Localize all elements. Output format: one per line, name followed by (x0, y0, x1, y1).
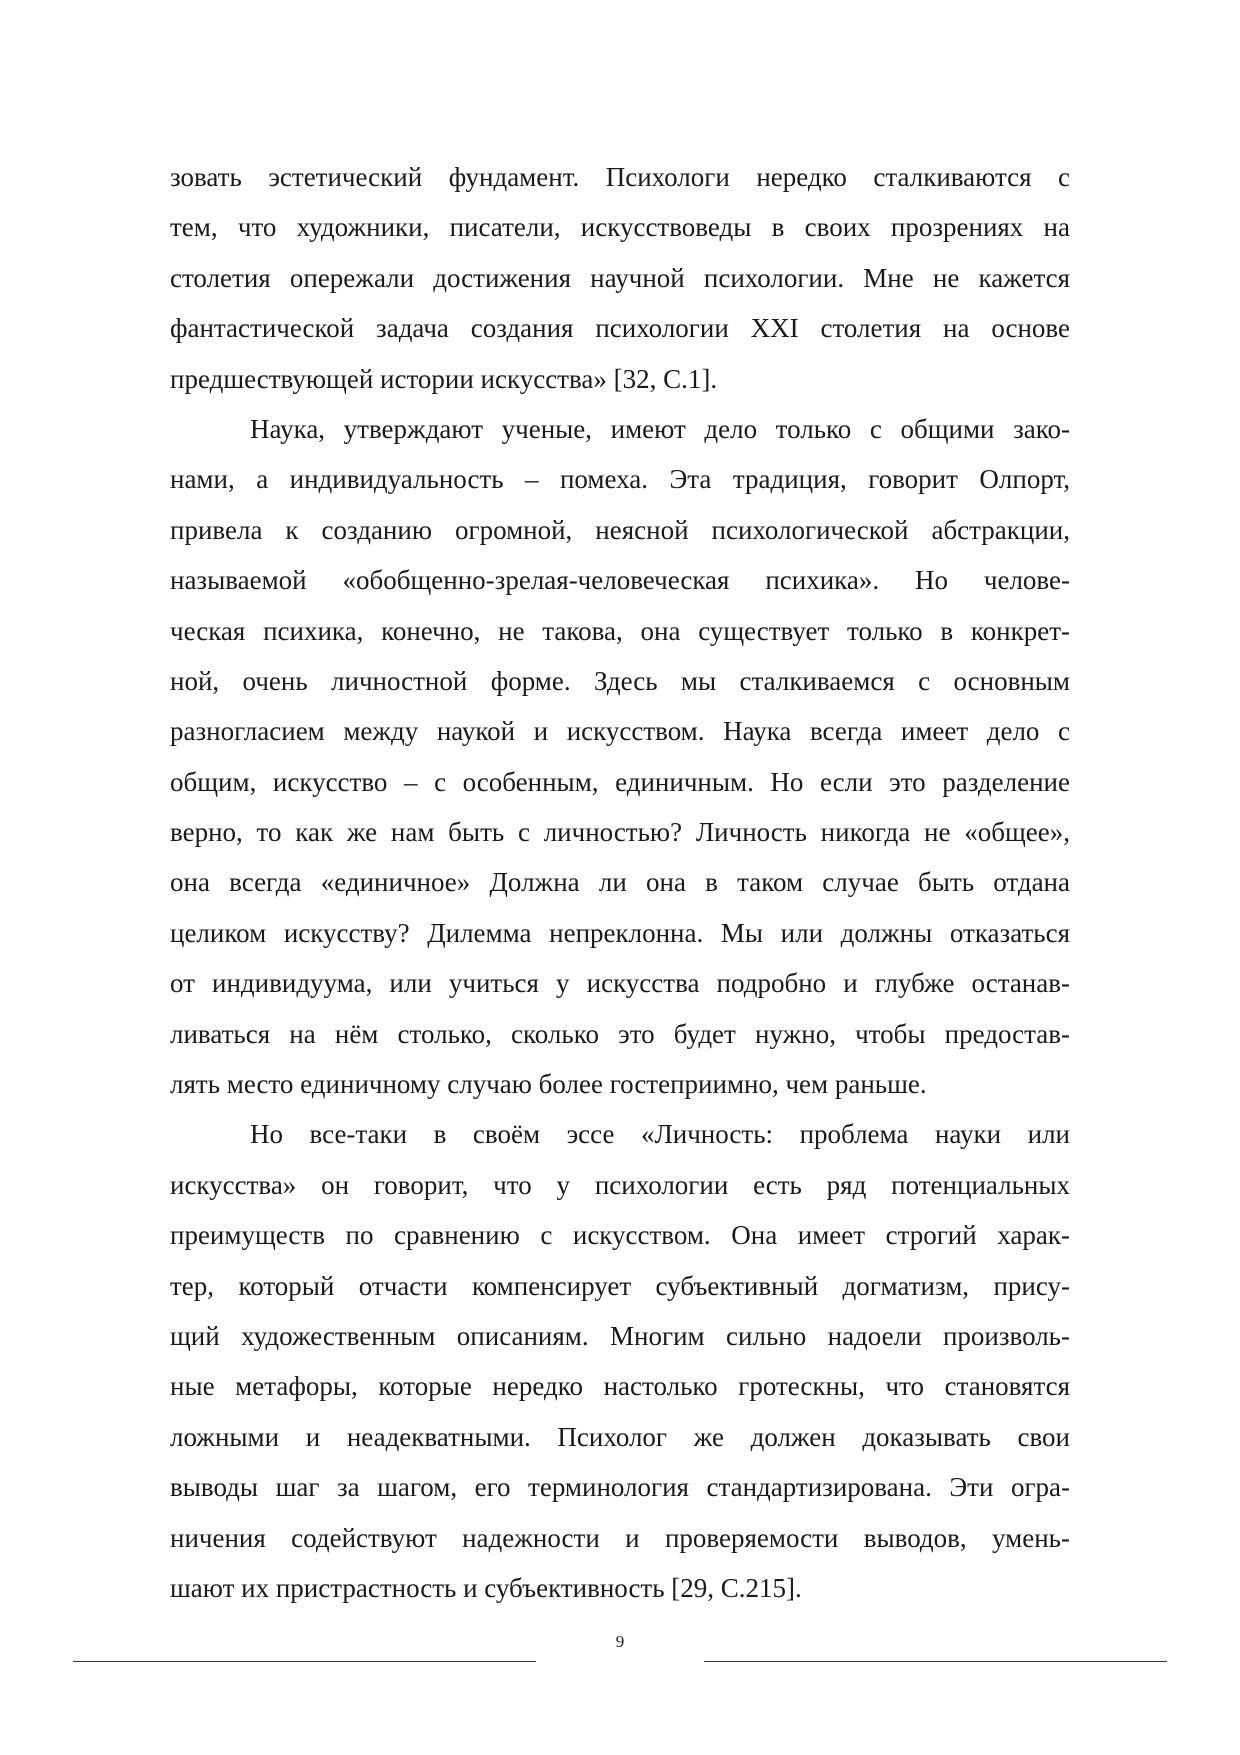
paragraph (170, 404, 1070, 1109)
text-line: Наука, утверждают ученые, имеют дело только с общими зако- (250, 413, 1070, 444)
paragraph (170, 1109, 1070, 1613)
text-line: выводы шаг за шагом, его терминология стандартизирована. Эти огра- (170, 1472, 1070, 1503)
text-line: столетия опережали достижения научной психологии. Мне не кажется (170, 262, 1070, 293)
text-line: тер, который отчасти компенсирует субъективный догматизм, прису- (170, 1270, 1070, 1301)
text-line: тем, что художники, писатели, искусствоведы в своих прозрениях на (170, 212, 1070, 243)
text-line: шают их пристрастность и субъективность [29, С.215]. (170, 1572, 802, 1603)
text-line: предшествующей истории искусства» [32, С.1]. (170, 363, 718, 394)
text-line: целиком искусству? Дилемма непреклонна. Мы или должны отказаться (170, 917, 1070, 948)
footer-rule-left (73, 1661, 536, 1662)
text-line: искусства» он говорит, что у психологии есть ряд потенциальных (170, 1169, 1070, 1200)
text-line: щий художественным описаниям. Многим сильно надоели произволь- (170, 1320, 1070, 1351)
text-line: нами, а индивидуальность – помеха. Эта традиция, говорит Олпорт, (170, 464, 1070, 495)
text-line: верно, то как же нам быть с личностью? Личность никогда не «общее», (170, 817, 1070, 848)
text-line: ничения содействуют надежности и проверяемости выводов, умень- (170, 1522, 1070, 1553)
text-line: фантастической задача создания психологии XXI столетия на основе (170, 313, 1070, 344)
text-line: привела к созданию огромной, неясной психологической абстракции, (170, 514, 1070, 545)
text-line: разногласием между наукой и искусством. Наука всегда имеет дело с (170, 716, 1070, 747)
text-line: лять место единичному случаю более гостеприимно, чем раньше. (170, 1069, 927, 1100)
text-line: ные метафоры, которые нередко настолько гротескны, что становятся (170, 1371, 1070, 1402)
page-number: 9 (615, 1632, 625, 1651)
text-line: называемой «обобщенно-зрелая-человеческая психика». Но челове- (170, 565, 1070, 596)
footer-rule-right (704, 1661, 1167, 1662)
text-line: Но все-таки в своём эссе «Личность: проблема науки или (250, 1119, 1070, 1150)
paragraph (170, 152, 1070, 404)
text-line: зовать эстетический фундамент. Психологи нередко сталкиваются с (170, 162, 1070, 192)
text-line: ложными и неадекватными. Психолог же должен доказывать свои (170, 1421, 1070, 1452)
body-text (170, 152, 1070, 1613)
text-line: от индивидуума, или учиться у искусства подробно и глубже останав- (170, 968, 1070, 999)
text-line: ливаться на нём столько, сколько это будет нужно, чтобы предостав- (170, 1018, 1070, 1049)
text-line: преимуществ по сравнению с искусством. Она имеет строгий харак- (170, 1220, 1070, 1251)
text-line: ной, очень личностной форме. Здесь мы сталкиваемся с основным (170, 665, 1070, 696)
text-line: общим, искусство – с особенным, единичным. Но если это разделение (170, 766, 1070, 797)
text-line: ческая психика, конечно, не такова, она существует только в конкрет- (170, 615, 1070, 646)
text-line: она всегда «единичное» Должна ли она в таком случае быть отдана (170, 867, 1070, 898)
